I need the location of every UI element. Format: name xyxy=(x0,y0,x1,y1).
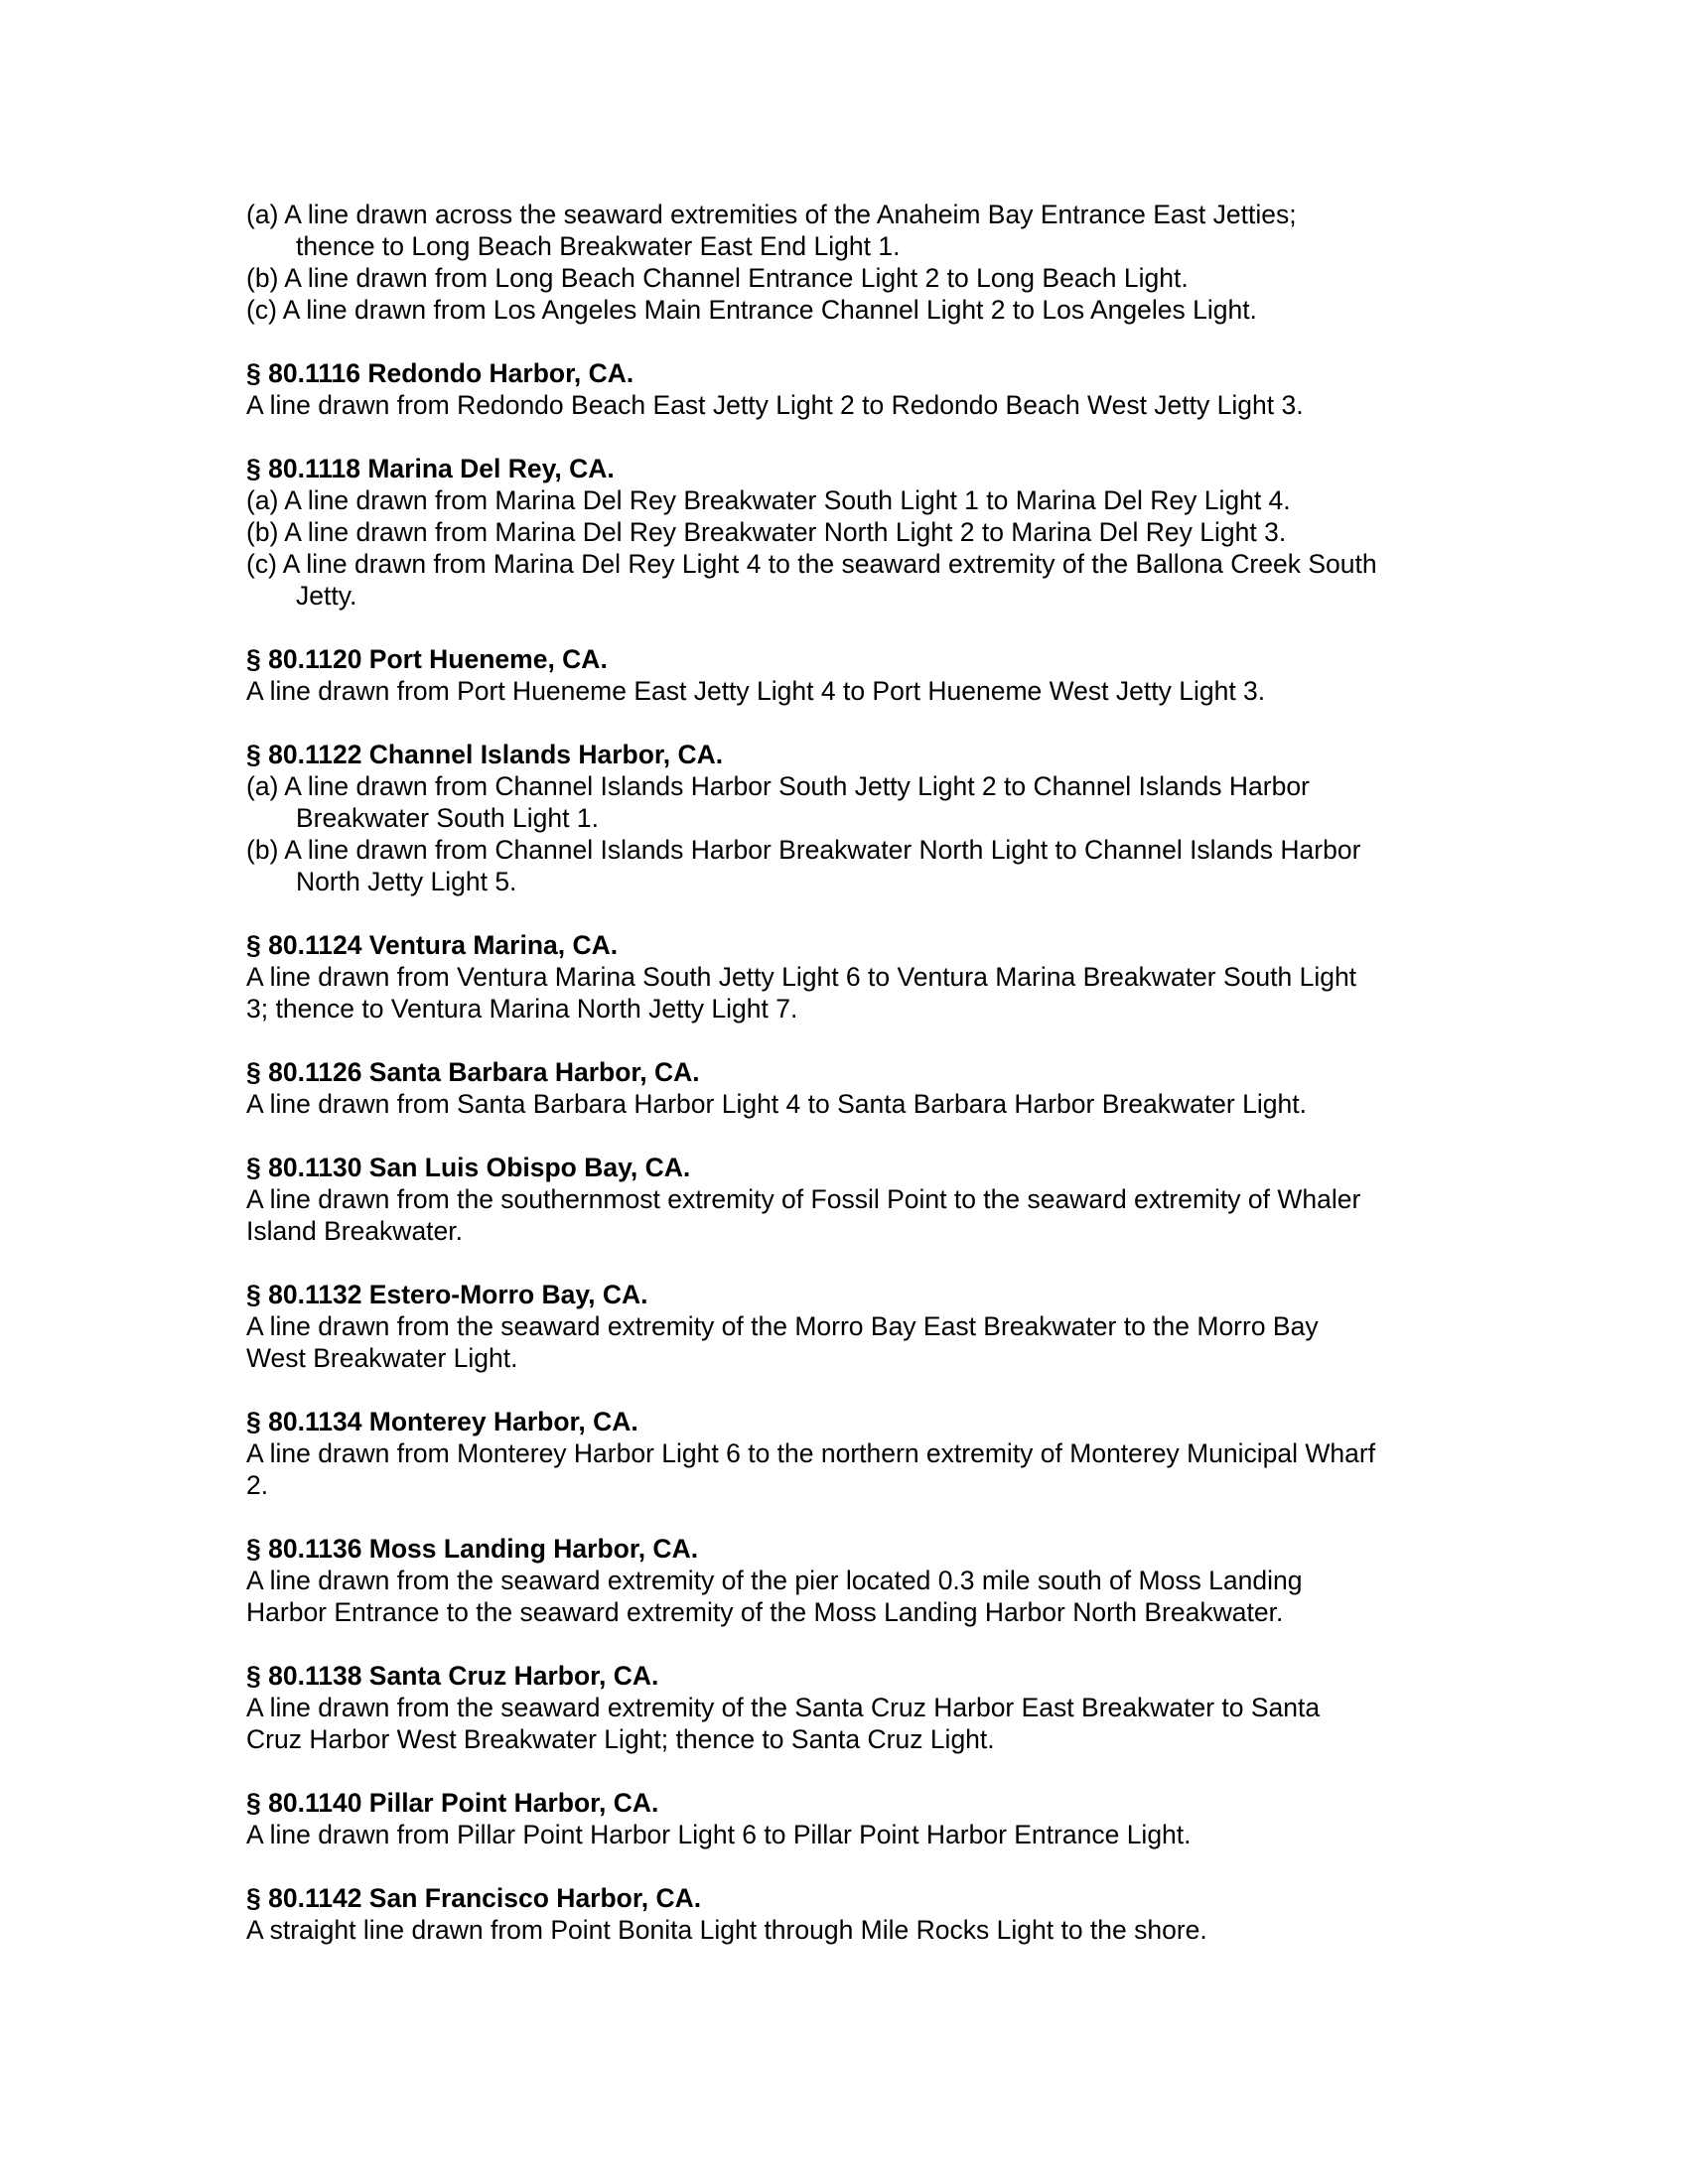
paragraph-line: thence to Long Beach Breakwater East End Light 1. xyxy=(296,231,901,261)
paragraph-line: Cruz Harbor West Breakwater Light; thence to Santa Cruz Light. xyxy=(246,1724,995,1754)
section-heading: § 80.1116 Redondo Harbor, CA. xyxy=(246,358,634,388)
paragraph-line: 3; thence to Ventura Marina North Jetty Light 7. xyxy=(246,994,798,1024)
section-80-1134 xyxy=(246,1406,1477,1501)
section-heading: § 80.1124 Ventura Marina, CA. xyxy=(246,930,619,960)
section-heading: § 80.1138 Santa Cruz Harbor, CA. xyxy=(246,1661,659,1691)
paragraph-line: A line drawn from the seaward extremity of the Morro Bay East Breakwater to the Morro Bay xyxy=(246,1311,1319,1341)
paragraph-line: A line drawn from Pillar Point Harbor Light 6 to Pillar Point Harbor Entrance Light. xyxy=(246,1820,1192,1849)
section-80-1120 xyxy=(246,643,1477,707)
paragraph-line: (b) A line drawn from Long Beach Channel Entrance Light 2 to Long Beach Light. xyxy=(246,263,1189,293)
section-heading: § 80.1130 San Luis Obispo Bay, CA. xyxy=(246,1153,691,1182)
section-80-1116 xyxy=(246,357,1477,421)
paragraph-line: 2. xyxy=(246,1470,269,1500)
section-80-1126 xyxy=(246,1056,1477,1120)
section-80-1138 xyxy=(246,1660,1477,1755)
intro-block xyxy=(246,199,1477,326)
paragraph-line: West Breakwater Light. xyxy=(246,1343,518,1373)
paragraph-line: A straight line drawn from Point Bonita Light through Mile Rocks Light to the shore. xyxy=(246,1915,1207,1945)
paragraph-line: (c) A line drawn from Los Angeles Main Entrance Channel Light 2 to Los Angeles Light. xyxy=(246,295,1257,325)
paragraph-line: A line drawn from the southernmost extremity of Fossil Point to the seaward extremity of Whaler xyxy=(246,1184,1361,1214)
paragraph-line: Breakwater South Light 1. xyxy=(296,803,599,833)
section-80-1118 xyxy=(246,453,1477,612)
paragraph-line: A line drawn from the seaward extremity of the Santa Cruz Harbor East Breakwater to Santa xyxy=(246,1693,1321,1722)
paragraph-line: A line drawn from Redondo Beach East Jetty Light 2 to Redondo Beach West Jetty Light 3. xyxy=(246,390,1304,420)
section-heading: § 80.1136 Moss Landing Harbor, CA. xyxy=(246,1534,699,1564)
paragraph-line: (c) A line drawn from Marina Del Rey Light 4 to the seaward extremity of the Ballona Creek South xyxy=(246,549,1377,579)
section-heading: § 80.1142 San Francisco Harbor, CA. xyxy=(246,1883,702,1913)
section-80-1132 xyxy=(246,1279,1477,1374)
paragraph-line: A line drawn from Ventura Marina South Jetty Light 6 to Ventura Marina Breakwater South Light xyxy=(246,962,1357,992)
paragraph-line: Harbor Entrance to the seaward extremity of the Moss Landing Harbor North Breakwater. xyxy=(246,1597,1284,1627)
paragraph-line: A line drawn from Monterey Harbor Light 6 to the northern extremity of Monterey Municipal Wharf xyxy=(246,1438,1376,1468)
paragraph-line: Island Breakwater. xyxy=(246,1216,464,1246)
section-80-1136 xyxy=(246,1533,1477,1628)
paragraph-line: (a) A line drawn across the seaward extremities of the Anaheim Bay Entrance East Jetties; xyxy=(246,200,1297,229)
paragraph-line: (b) A line drawn from Marina Del Rey Breakwater North Light 2 to Marina Del Rey Light 3. xyxy=(246,517,1287,547)
paragraph-line: North Jetty Light 5. xyxy=(296,867,517,896)
paragraph-line: (a) A line drawn from Marina Del Rey Breakwater South Light 1 to Marina Del Rey Light 4. xyxy=(246,485,1291,515)
paragraph-line: Jetty. xyxy=(296,581,357,611)
section-heading: § 80.1118 Marina Del Rey, CA. xyxy=(246,454,615,483)
paragraph-line: (b) A line drawn from Channel Islands Harbor Breakwater North Light to Channel Islands Harbor xyxy=(246,835,1361,865)
section-80-1124 xyxy=(246,929,1477,1024)
section-heading: § 80.1122 Channel Islands Harbor, CA. xyxy=(246,740,724,769)
section-heading: § 80.1134 Monterey Harbor, CA. xyxy=(246,1407,638,1436)
section-80-1140 xyxy=(246,1787,1477,1850)
section-80-1122 xyxy=(246,739,1477,897)
section-80-1142 xyxy=(246,1882,1477,1946)
paragraph-line: A line drawn from Santa Barbara Harbor Light 4 to Santa Barbara Harbor Breakwater Light. xyxy=(246,1089,1307,1119)
paragraph-line: A line drawn from Port Hueneme East Jetty Light 4 to Port Hueneme West Jetty Light 3. xyxy=(246,676,1266,706)
section-heading: § 80.1126 Santa Barbara Harbor, CA. xyxy=(246,1057,700,1087)
document-page xyxy=(246,199,1477,1946)
paragraph-line: A line drawn from the seaward extremity of the pier located 0.3 mile south of Moss Landing xyxy=(246,1566,1303,1595)
section-heading: § 80.1120 Port Hueneme, CA. xyxy=(246,644,608,674)
section-80-1130 xyxy=(246,1152,1477,1247)
section-heading: § 80.1140 Pillar Point Harbor, CA. xyxy=(246,1788,659,1818)
section-heading: § 80.1132 Estero-Morro Bay, CA. xyxy=(246,1280,648,1309)
paragraph-line: (a) A line drawn from Channel Islands Harbor South Jetty Light 2 to Channel Islands Harbor xyxy=(246,771,1310,801)
